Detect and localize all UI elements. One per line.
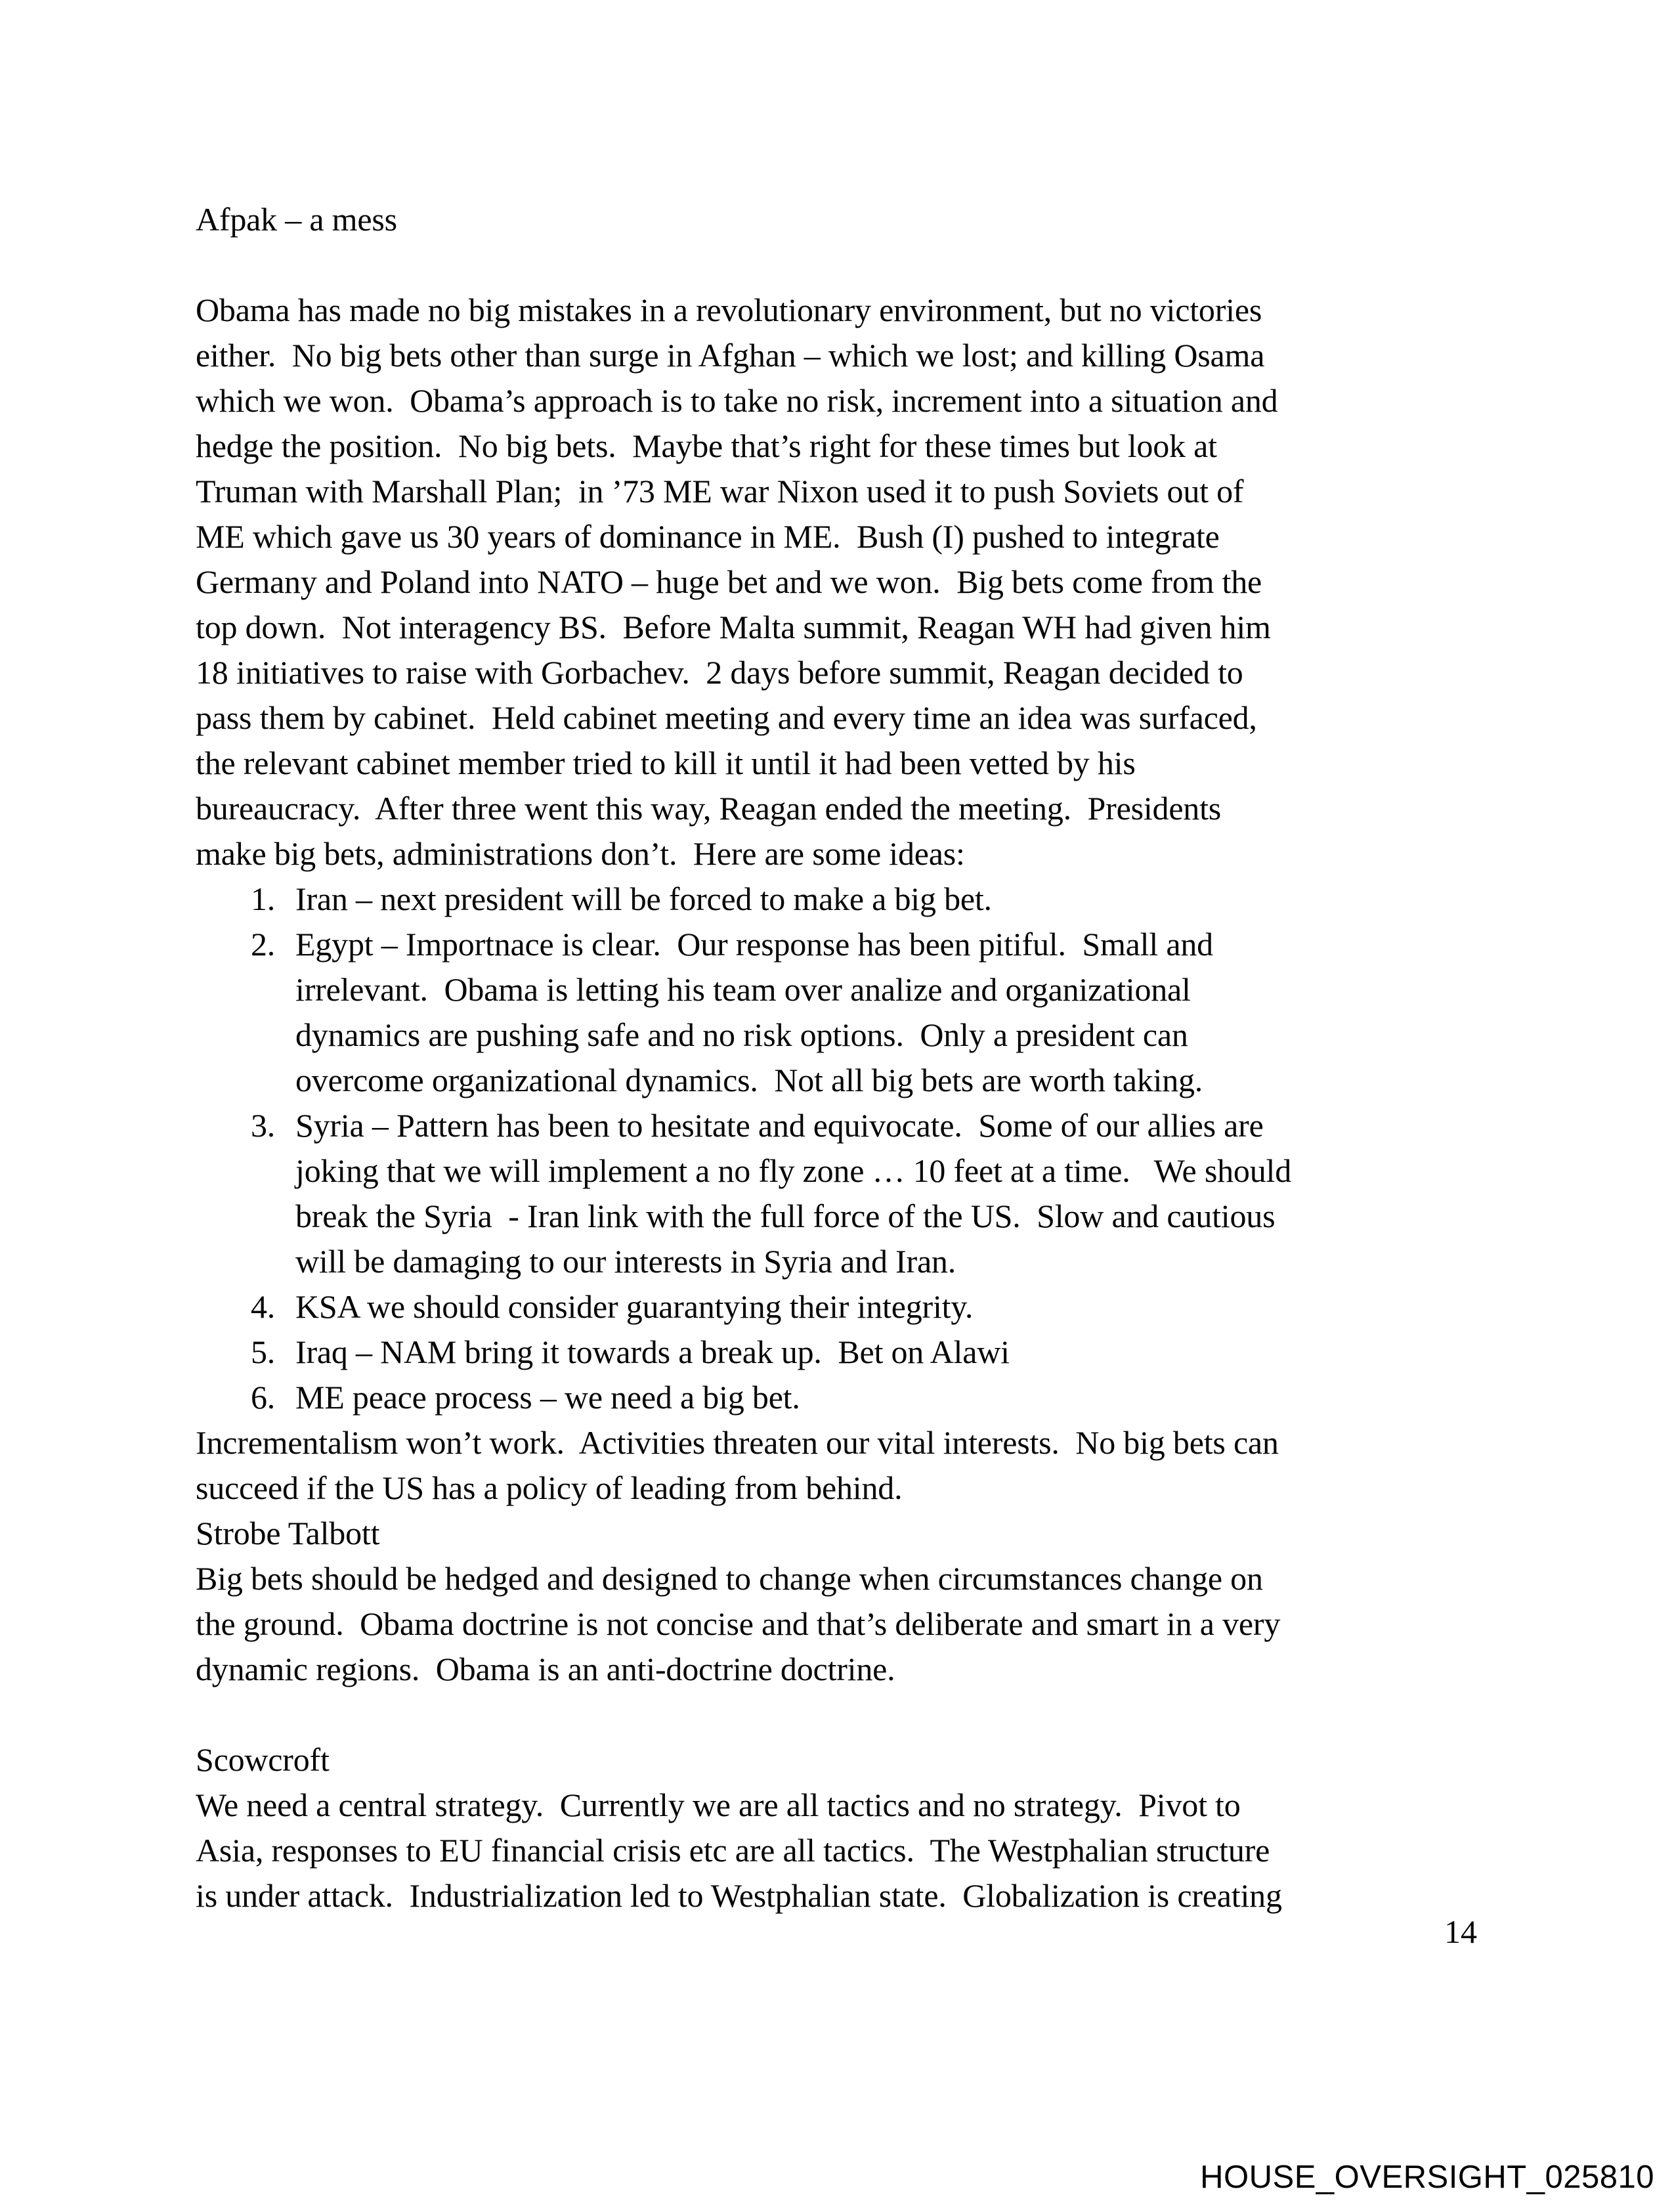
- text-line: break the Syria - Iran link with the full force of the US. Slow and cautious: [295, 1198, 1276, 1234]
- text-line: will be damaging to our interests in Syria and Iran.: [295, 1243, 956, 1280]
- list-item-text: [295, 877, 1482, 922]
- text-line: joking that we will implement a no fly zone … 10 feet at a time. We should: [295, 1152, 1292, 1189]
- text-line: ME peace process – we need a big bet.: [295, 1379, 800, 1416]
- closing-paragraph: [196, 1420, 1482, 1511]
- page-title: Afpak – a mess: [196, 201, 397, 238]
- list-item: [196, 922, 1482, 1103]
- talbott-heading: Strobe Talbott: [196, 1515, 380, 1551]
- list-item-text: [295, 1330, 1482, 1375]
- text-line: Iran – next president will be forced to make a big bet.: [295, 880, 992, 917]
- text-line: is under attack. Industrialization led to Westphalian state. Globalization is creating: [196, 1877, 1282, 1914]
- text-line: dynamic regions. Obama is an anti-doctrine doctrine.: [196, 1651, 895, 1687]
- text-line: which we won. Obama’s approach is to take no risk, increment into a situation and: [196, 382, 1278, 419]
- list-item-text: [295, 1284, 1482, 1330]
- list-item-text: [295, 922, 1482, 1103]
- text-line: Truman with Marshall Plan; in ’73 ME war Nixon used it to push Soviets out of: [196, 473, 1244, 510]
- text-line: Iraq – NAM bring it towards a break up. Bet on Alawi: [295, 1334, 1010, 1370]
- text-line: Syria – Pattern has been to hesitate and equivocate. Some of our allies are: [295, 1107, 1264, 1144]
- list-item: [196, 1284, 1482, 1330]
- list-item: [196, 1330, 1482, 1375]
- intro-paragraph: [196, 288, 1482, 877]
- list-item-number: 2.: [251, 926, 276, 963]
- ideas-list: [196, 877, 1482, 1420]
- text-line: dynamics are pushing safe and no risk options. Only a president can: [295, 1016, 1188, 1053]
- list-item-number: 5.: [251, 1334, 276, 1370]
- text-line: pass them by cabinet. Held cabinet meeting and every time an idea was surfaced,: [196, 699, 1257, 736]
- text-line: Germany and Poland into NATO – huge bet and we won. Big bets come from the: [196, 563, 1262, 600]
- talbott-paragraph: [196, 1556, 1482, 1692]
- list-item-number: 6.: [251, 1379, 276, 1416]
- text-line: overcome organizational dynamics. Not all big bets are worth taking.: [295, 1062, 1203, 1098]
- list-item-number: 4.: [251, 1288, 276, 1325]
- text-line: KSA we should consider guarantying their integrity.: [295, 1288, 974, 1325]
- list-item: [196, 1103, 1482, 1284]
- text-line: ME which gave us 30 years of dominance in ME. Bush (I) pushed to integrate: [196, 518, 1220, 555]
- list-item: [196, 877, 1482, 922]
- text-line: Big bets should be hedged and designed to change when circumstances change on: [196, 1560, 1263, 1597]
- scowcroft-paragraph: [196, 1783, 1482, 1919]
- scowcroft-heading: Scowcroft: [196, 1741, 330, 1778]
- text-line: irrelevant. Obama is letting his team over analize and organizational: [295, 971, 1191, 1008]
- bates-number: HOUSE_OVERSIGHT_025810: [1200, 2159, 1654, 2195]
- text-line: the relevant cabinet member tried to kill it until it had been vetted by his: [196, 745, 1136, 781]
- text-line: bureaucracy. After three went this way, Reagan ended the meeting. Presidents: [196, 790, 1222, 827]
- text-line: make big bets, administrations don’t. Here are some ideas:: [196, 835, 965, 872]
- text-line: Obama has made no big mistakes in a revolutionary environment, but no victories: [196, 292, 1262, 328]
- list-item-number: 3.: [251, 1107, 276, 1144]
- text-line: We need a central strategy. Currently we are all tactics and no strategy. Pivot to: [196, 1787, 1241, 1823]
- text-line: Asia, responses to EU financial crisis etc are all tactics. The Westphalian structure: [196, 1832, 1270, 1869]
- text-line: either. No big bets other than surge in Afghan – which we lost; and killing Osama: [196, 337, 1265, 374]
- list-item-text: [295, 1103, 1482, 1284]
- text-line: succeed if the US has a policy of leading from behind.: [196, 1469, 903, 1506]
- text-line: hedge the position. No big bets. Maybe that’s right for these times but look at: [196, 427, 1217, 464]
- text-line: top down. Not interagency BS. Before Malta summit, Reagan WH had given him: [196, 609, 1271, 645]
- text-block: [196, 197, 1482, 1919]
- text-line: the ground. Obama doctrine is not concise and that’s deliberate and smart in a very: [196, 1605, 1281, 1642]
- text-line: Incrementalism won’t work. Activities threaten our vital interests. No big bets can: [196, 1424, 1279, 1461]
- list-item-text: [295, 1375, 1482, 1420]
- page-number: 14: [1444, 1913, 1477, 1950]
- text-line: 18 initiatives to raise with Gorbachev. 2 days before summit, Reagan decided to: [196, 654, 1243, 691]
- list-item: [196, 1375, 1482, 1420]
- list-item-number: 1.: [251, 880, 276, 917]
- text-line: Egypt – Importnace is clear. Our response has been pitiful. Small and: [295, 926, 1213, 963]
